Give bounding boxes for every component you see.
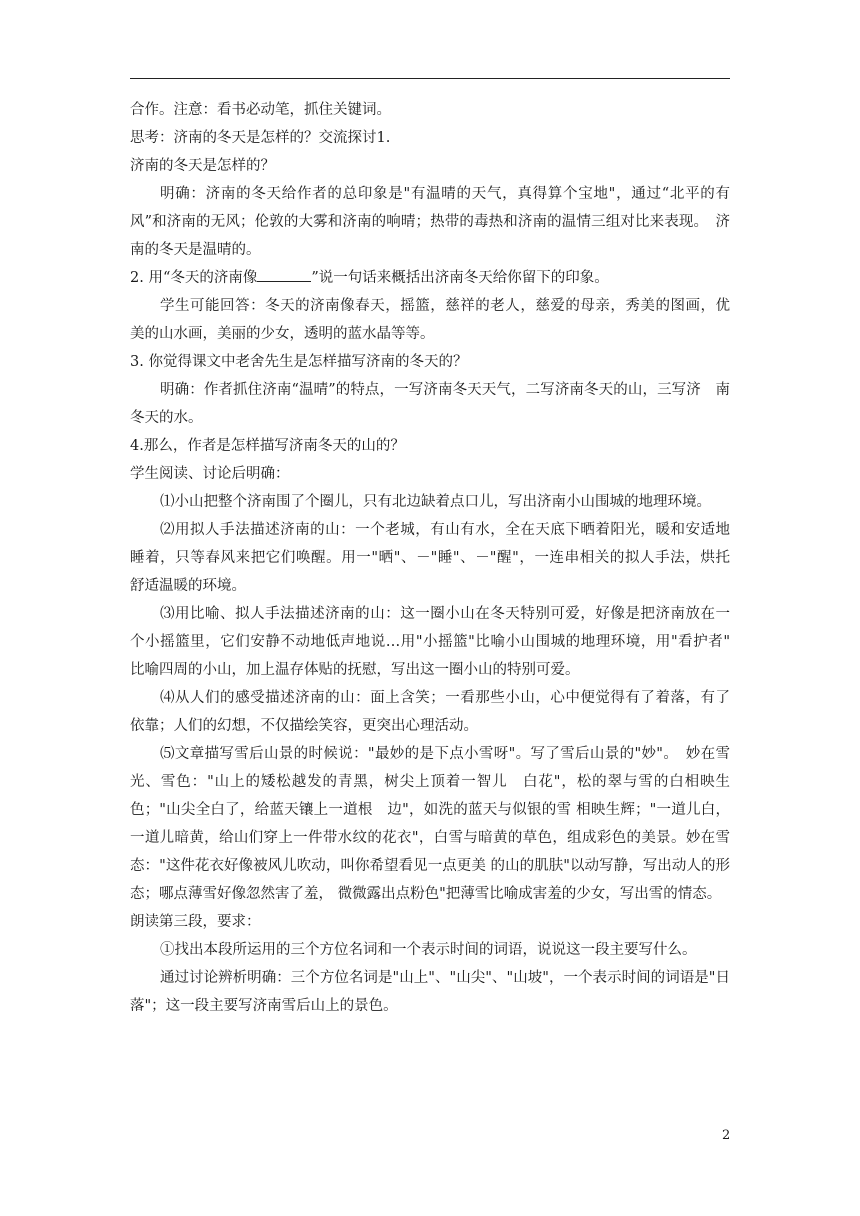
paragraph: 3. 你觉得课文中老舍先生是怎样描写济南的冬天的？ <box>130 354 468 370</box>
paragraph: ⑷从人们的感受描述济南的山：面上含笑；一看那些小山，心中便觉得有了着落，有了 依靠；人们的幻想，不仅描绘笑容，更突出心理活动。 <box>130 690 745 734</box>
paragraph: 思考：济南的冬天是怎样的？交流探讨1. <box>130 130 391 146</box>
paragraph: ⑴小山把整个济南围了个圈儿，只有北边缺着点口儿，写出济南小山围城的地理环境。 <box>160 494 711 510</box>
paragraph: ⑵用拟人手法描述济南的山：一个老城，有山有水，全在天底下晒着阳光，暖和安适地 睡着，只等春风来把它们唤醒。用一"晒"、－"睡"、－"醒"，一连串相关的拟人手法，烘托 舒适温暖的环境。 <box>130 522 745 594</box>
question-paragraph <box>130 264 730 292</box>
paragraph: 朗读第三段，要求： <box>130 914 261 930</box>
paragraph: 济南的冬天是怎样的？ <box>130 158 275 174</box>
question-text-before: 2. 用“冬天的济南像 <box>130 270 258 286</box>
paragraph: 合作。注意：看书必动笔，抓住关键词。 <box>130 102 391 118</box>
fill-blank <box>257 267 311 282</box>
paragraph: ⑸文章描写雪后山景的时候说："最妙的是下点小雪呀"。写了雪后山景的"妙"。 妙在雪光、雪色："山上的矮松越发的青黑，树尖上顶着一智儿 白花"，松的翠与雪的白相映生色；"山尖全白了，给蓝天镶上一道根 边"，如洗的蓝天与似银的雪 相映生辉；"一道儿白，一道儿暗黄，给山们穿上一件带水纹的花衣"，白雪与暗黄的草色，组成彩色的美景。妙在雪态："这件花衣好像被风儿吹动，叫你希望看见一点更美 的山的肌肤"以动写静，写出动人的形态；哪点薄雪好像忽然害了羞， 微微露出点粉色"把薄雪比喻成害羞的少女，写出雪的情态。 <box>130 746 730 902</box>
page-number: 2 <box>722 1128 731 1143</box>
paragraph: 学生阅读、讨论后明确： <box>130 466 290 482</box>
question-text-after: ”说一句话来概括出济南冬天给你留下的印象。 <box>311 270 609 286</box>
header-rule <box>130 78 730 79</box>
paragraph: 4.那么，作者是怎样描写济南冬天的山的？ <box>130 438 405 454</box>
paragraph: 明确：作者抓住济南“温晴”的特点，一写济南冬天天气，二写济南冬天的山，三写济 南冬天的水。 <box>130 382 730 426</box>
paragraph: 通过讨论辨析明确：三个方位名词是"山上"、"山尖"、"山坡"，一个表示时间的词语是"日落"；这一段主要写济南雪后山上的景色。 <box>130 970 730 1014</box>
paragraph: 学生可能回答：冬天的济南像春天，摇篮，慈祥的老人，慈爱的母亲，秀美的图画，优 美的山水画，美丽的少女，透明的蓝水晶等等。 <box>130 298 745 342</box>
paragraph: ⑶用比喻、拟人手法描述济南的山：这一圈小山在冬天特别可爱，好像是把济南放在一 个小摇篮里，它们安静不动地低声地说…用"小摇篮"比喻小山围城的地理环境，用"看护者" 比喻四周的小山，加上温存体贴的抚慰，写出这一圈小山的特别可爱。 <box>130 606 745 678</box>
document-body <box>130 96 745 1020</box>
paragraph: ①找出本段所运用的三个方位名词和一个表示时间的词语，说说这一段主要写什么。 <box>160 942 697 958</box>
paragraph: 明确：济南的冬天给作者的总印象是"有温晴的天气，真得算个宝地"，通过“北平的有风”和济南的无风；伦敦的大雾和济南的响晴；热带的毒热和济南的温情三组对比来表现。 济南的冬天是温晴的。 <box>130 186 730 258</box>
